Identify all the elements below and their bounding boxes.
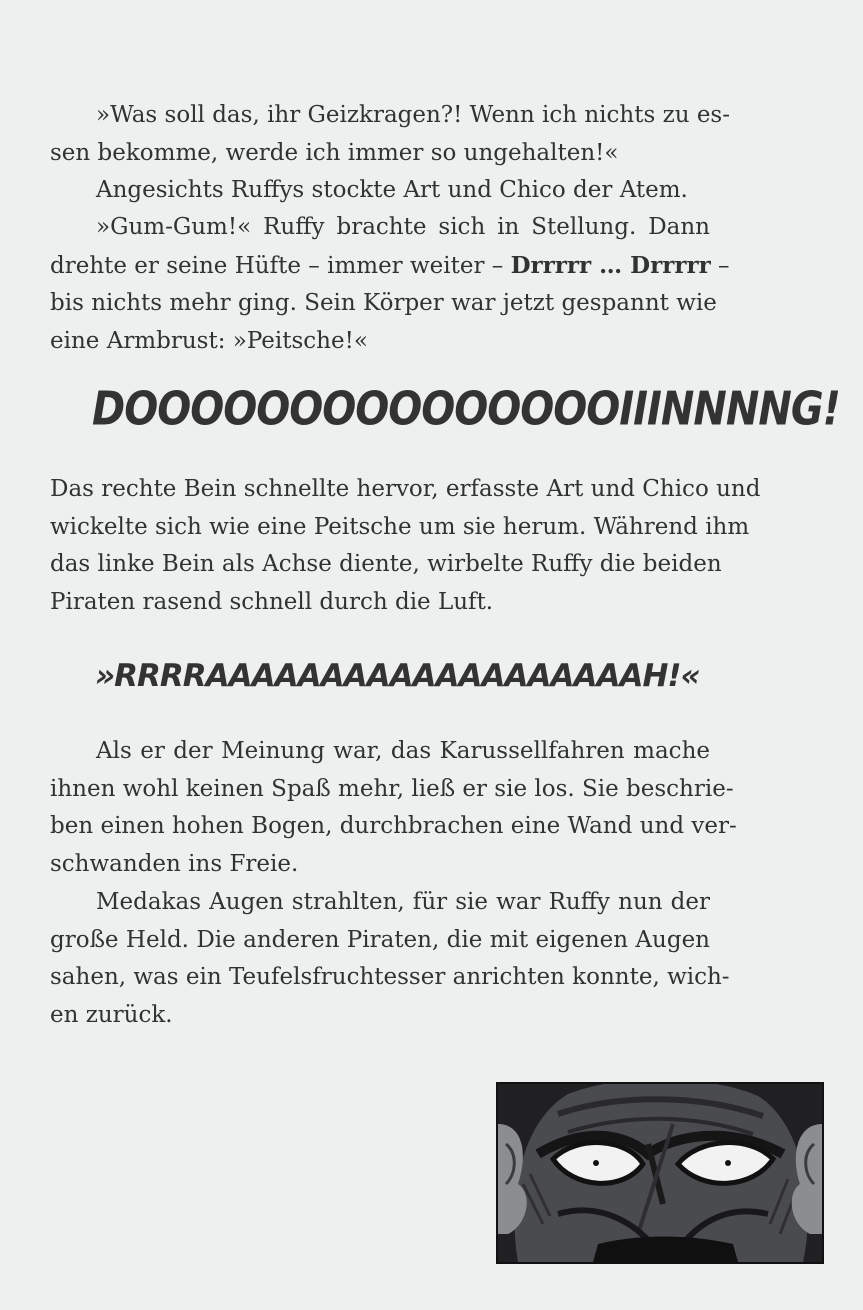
text-fragment: drehte er seine Hüfte – immer weiter – <box>50 252 511 279</box>
text-line: wickelte sich wie eine Peitsche um sie herum. Während ihm <box>50 513 750 540</box>
text-line: »Was soll das, ihr Geizkragen?! Wenn ich nichts zu es- <box>96 102 731 128</box>
paragraph-1 <box>50 97 731 172</box>
paragraph-6 <box>50 884 730 1034</box>
text-line: »Gum-Gum!« Ruffy brachte sich in Stellung. Dann <box>96 214 710 240</box>
bold-sound-effect: Drrrrr … Drrrrr <box>510 251 711 279</box>
paragraph-4 <box>50 471 761 621</box>
paragraph-3 <box>50 209 730 360</box>
text-line: bis nichts mehr ging. Sein Körper war jetzt gespannt wie <box>50 290 717 316</box>
text-line: Piraten rasend schnell durch die Luft. <box>50 588 494 615</box>
text-line: eine Armbrust: »Peitsche!« <box>50 327 368 354</box>
text-line: en zurück. <box>50 1001 173 1028</box>
text-line: Als er der Meinung war, das Karussellfahren mache <box>96 738 710 764</box>
paragraph-2 <box>50 172 710 210</box>
text-line: ben einen hohen Bogen, durchbrachen eine Wand und ver- <box>50 813 737 839</box>
text-line: Angesichts Ruffys stockte Art und Chico der Atem. <box>96 177 688 203</box>
text-line: große Held. Die anderen Piraten, die mit eigenen Augen <box>50 926 710 953</box>
sound-effect-doing: DOOOOOOOOOOOOOOOIIINNNNG! <box>92 383 840 436</box>
text-line: sen bekomme, werde ich immer so ungehalten!« <box>50 139 619 166</box>
text-line <box>50 247 730 286</box>
angry-face-image <box>498 1084 822 1262</box>
text-fragment: – <box>710 252 730 279</box>
text-line: Das rechte Bein schnellte hervor, erfasste Art und Chico und <box>50 476 761 502</box>
manga-illustration <box>496 1082 824 1264</box>
text-line: das linke Bein als Achse diente, wirbelte Ruffy die beiden <box>50 551 722 577</box>
sound-effect-scream: »RRRRAAAAAAAAAAAAAAAAAAAH!« <box>95 658 700 694</box>
paragraph-5 <box>50 733 737 883</box>
text-line: ihnen wohl keinen Spaß mehr, ließ er sie los. Sie beschrie- <box>50 775 734 802</box>
text-line: Medakas Augen strahlten, für sie war Ruffy nun der <box>96 889 710 915</box>
text-line: sahen, was ein Teufelsfruchtesser anrichten konnte, wich- <box>50 964 730 990</box>
text-line: schwanden ins Freie. <box>50 850 299 877</box>
